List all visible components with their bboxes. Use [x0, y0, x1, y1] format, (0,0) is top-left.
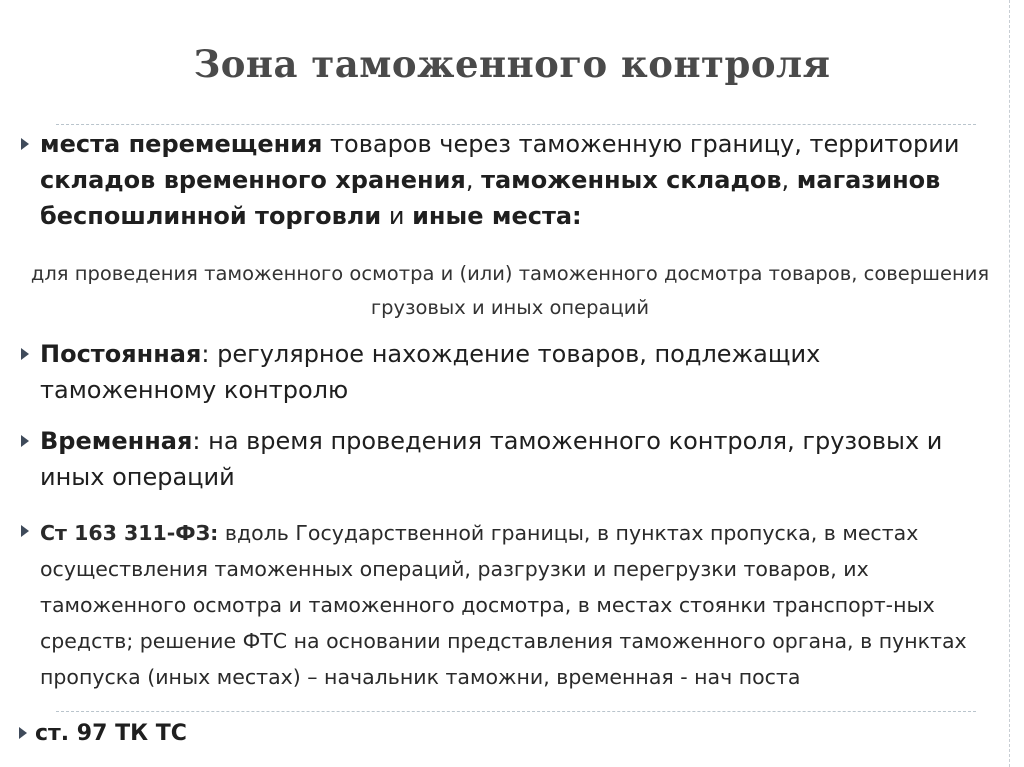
bullet-permanent-text: [40, 336, 1000, 408]
bold-term: Постоянная: [40, 340, 202, 368]
bullet-temporary-text: [40, 423, 1000, 495]
footer-divider: [56, 711, 976, 712]
bullet-marker: [10, 718, 35, 739]
plain-text: вдоль Государственной границы, в пунктах пропуска, в местах осуществления таможенных операций, разгрузки и перегрузки товаров, их таможенного осмотра и таможенного досмотра, в местах стоянки транспорт-ных средств; решение ФТС на основании представления таможенного органа, в пунктах пропуска (иных местах) – начальник таможни, временная - нач поста: [40, 521, 967, 689]
bullet-article-97: [10, 718, 410, 750]
triangle-bullet-icon: [21, 138, 29, 150]
bullet-article-163-text: [40, 515, 1010, 695]
title-divider: [56, 124, 976, 125]
triangle-bullet-icon: [21, 348, 29, 360]
bold-term: складов временного хранения: [40, 166, 466, 194]
plain-text: : регулярное нахождение товаров, подлежащих таможенному контролю: [40, 340, 821, 404]
plain-text: ,: [465, 166, 482, 194]
bold-term: Временная: [40, 427, 193, 455]
bullet-article-97-text: [35, 718, 187, 750]
triangle-bullet-icon: [21, 435, 29, 447]
bold-term: таможенных складов: [481, 166, 782, 194]
bullet-places: [10, 126, 1000, 234]
bold-term: ст. 97 ТК ТС: [35, 721, 187, 746]
bold-term: места перемещения: [40, 130, 323, 158]
bullet-marker: [10, 336, 40, 360]
bullet-places-text: [40, 126, 1000, 234]
bullet-marker: [10, 126, 40, 150]
bullet-permanent: [10, 336, 1000, 408]
bullet-article-163: [10, 515, 1010, 695]
triangle-bullet-icon: [19, 727, 27, 739]
bullet-marker: [10, 515, 40, 537]
bold-term: иные места:: [412, 202, 582, 230]
slide-title: Зона таможенного контроля: [193, 42, 831, 86]
bullet-marker: [10, 423, 40, 447]
bold-term: магазинов беспошлинной торговли: [40, 166, 941, 230]
bullet-temporary: [10, 423, 1000, 495]
plain-text: товаров через таможенную границу, территории: [322, 130, 960, 158]
bold-term: Ст 163 311-ФЗ:: [40, 521, 219, 545]
triangle-bullet-icon: [21, 525, 29, 537]
plain-text: и: [381, 202, 413, 230]
purpose-note: для проведения таможенного осмотра и (или) таможенного досмотра товаров, совершения грузовых и иных операций: [30, 262, 990, 319]
plain-text: ,: [781, 166, 797, 194]
plain-text: : на время проведения таможенного контроля, грузовых и иных операций: [40, 427, 943, 491]
